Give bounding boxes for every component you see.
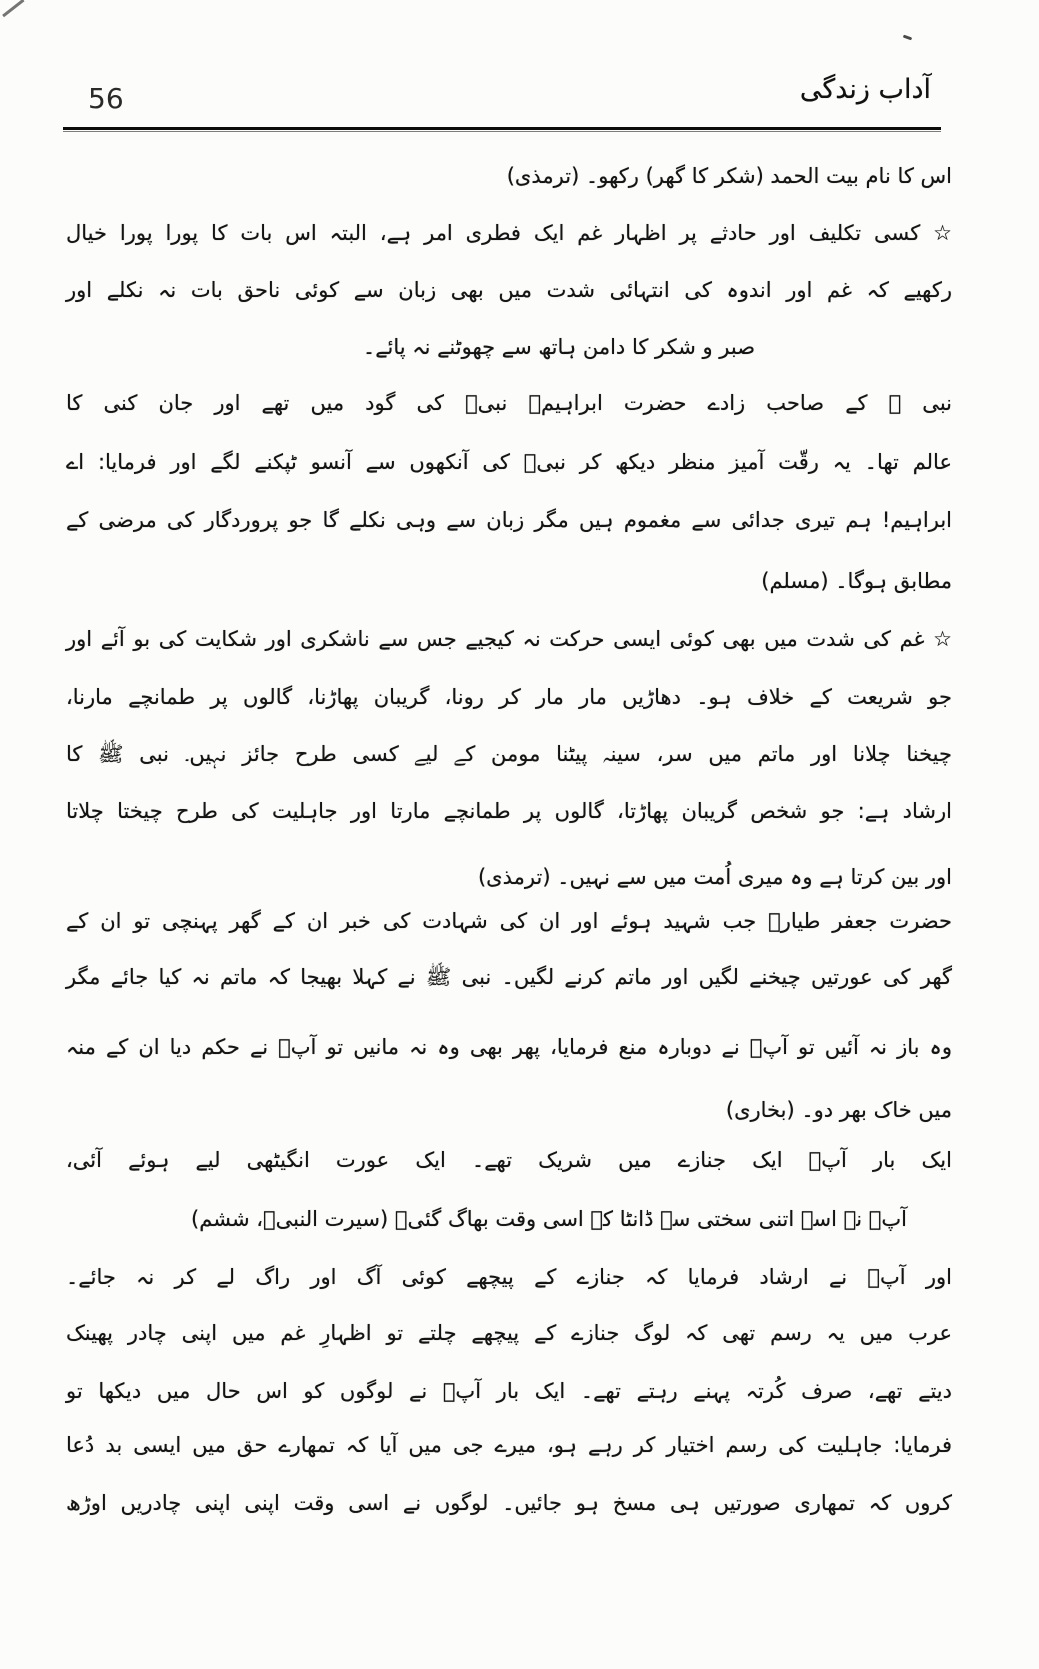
text-line: نبی ﷺ کے صاحب زادے حضرت ابراہیمؓ نبیؐ کی گود میں تھے اور جان کنی کا [66,391,952,415]
text-line: عرب میں یہ رسم تھی کہ لوگ جنازے کے پیچھے چلتے تو اظہارِ غم میں اپنی چادر پھینک [66,1321,952,1345]
text-line: اور بین کرتا ہے وہ میری اُمت میں سے نہیں۔ (ترمذی) [477,865,952,889]
text-line: دیتے تھے، صرف کُرتہ پہنے رہتے تھے۔ ایک بار آپؐ نے لوگوں کو اس حال میں دیکھا تو [66,1379,952,1403]
text-line: صبر و شکر کا دامن ہاتھ سے چھوٹنے نہ پائے۔ [362,335,756,359]
text-line: میں خاک بھر دو۔ (بخاری) [725,1098,952,1122]
text-line: اور آپؐ نے ارشاد فرمایا کہ جنازے کے پیچھے کوئی آگ اور راگ لے کر نہ جائے۔ [66,1265,952,1289]
text-line: ارشاد ہے: جو شخص گریبان پھاڑتا، گالوں پر طمانچے مارتا اور جاہلیت کی طرح چیختا چلاتا [66,799,952,823]
page-number: 56 [88,82,124,115]
text-line: اس کا نام بیت الحمد (شکر کا گھر) رکھو۔ (ترمذی) [506,164,952,188]
text-line: عالم تھا۔ یہ رقّت آمیز منظر دیکھ کر نبیؐ کی آنکھوں سے آنسو ٹپکنے لگے اور فرمایا: اے [66,450,952,474]
text-line: ☆ کسی تکلیف اور حادثے پر اظہار غم ایک فطری امر ہے، البتہ اس بات کا پورا پورا خیال [66,221,952,245]
text-line: مطابق ہوگا۔ (مسلم) [761,569,952,593]
text-line: ابراہیم! ہم تیری جدائی سے مغموم ہیں مگر زبان سے وہی نکلے گا جو پروردگار کی مرضی کے [66,508,952,532]
text-line: وہ باز نہ آئیں تو آپؐ نے دوبارہ منع فرمایا، پھر بھی وہ نہ مانیں تو آپؐ نے حکم دیا ان کے منہ [66,1035,952,1059]
text-line: کروں کہ تمھاری صورتیں ہی مسخ ہو جائیں۔ لوگوں نے اسی وقت اپنی اپنی چادریں اوڑھ [66,1491,952,1515]
page-header-title: آداب زندگی [799,74,931,105]
text-line: ☆ غم کی شدت میں بھی کوئی ایسی حرکت نہ کیجیے جس سے ناشکری اور شکایت کی بو آئے اور [66,627,952,651]
text-line: فرمایا: جاہلیت کی رسم اختیار کر رہے ہو، میرے جی میں آیا کہ تمھارے حق میں ایسی بد دُعا [66,1433,952,1457]
text-line: ایک بار آپؐ ایک جنازے میں شریک تھے۔ ایک عورت انگیٹھی لیے ہوئے آئی، [66,1148,952,1172]
text-line: رکھیے کہ غم اور اندوہ کی انتہائی شدت میں بھی زبان سے کوئی ناحق بات نہ نکلے اور [66,278,952,302]
text-line: گھر کی عورتیں چیخنے لگیں اور ماتم کرنے لگیں۔ نبی ﷺ نے کہلا بھیجا کہ ماتم نہ کیا جائے مگر [66,965,952,989]
text-line: چیخنا چلانا اور ماتم میں سر، سینہ پیٹنا مومن کے لیے کسی طرح جائز نہیں۔ نبی ﷺ کا [66,742,952,766]
text-line: جو شریعت کے خلاف ہو۔ دھاڑیں مار مار کر رونا، گریبان پھاڑنا، گالوں پر طمانچے مارنا، [66,685,952,709]
text-line: حضرت جعفر طیارؓ جب شہید ہوئے اور ان کی شہادت کی خبر ان کے گھر پہنچی تو ان کے [66,909,952,933]
text-line: آپؐ نے اسے اتنی سختی سے ڈانٹا کہ اسی وقت بھاگ گئی۔ (سیرت النبیؐ، ششم) [191,1207,907,1231]
